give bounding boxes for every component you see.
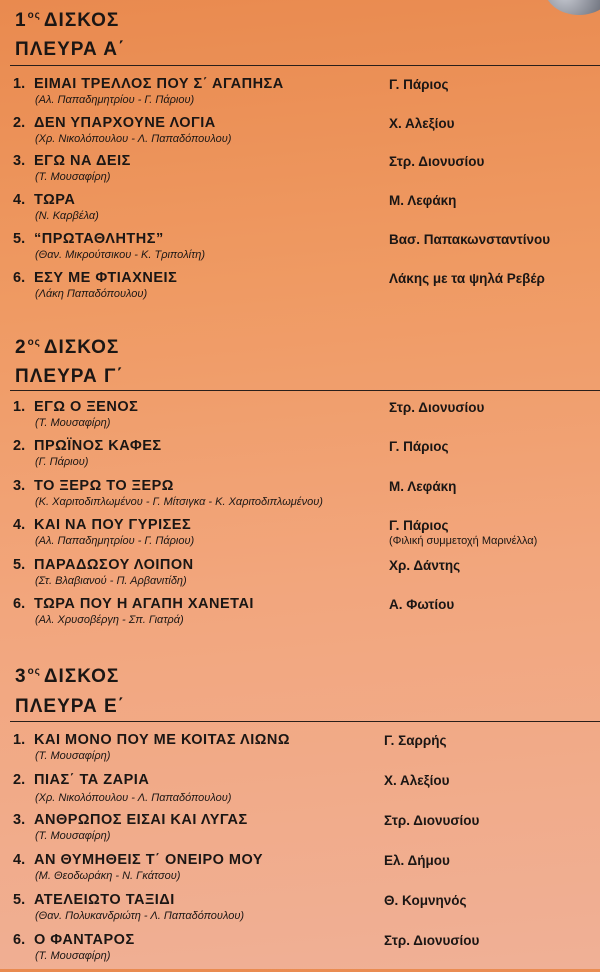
track-title: ΤΟ ΞΕΡΩ ΤΟ ΞΕΡΩ [34, 478, 174, 494]
track-row [0, 772, 600, 812]
track-artist: Μ. Λεφάκη [389, 479, 457, 494]
track-row [0, 478, 600, 518]
track-credit: (Χρ. Νικολόπουλου - Λ. Παπαδόπουλου) [35, 133, 232, 145]
track-title: ΕΣΥ ΜΕ ΦΤΙΑΧΝΕΙΣ [34, 270, 178, 286]
track-credit: (Θαν. Μικρούτσικου - Κ. Τριπολίτη) [35, 249, 206, 261]
disc-2-title [15, 337, 119, 359]
track-title: ΤΩΡΑ [34, 192, 76, 208]
track-number: 5. [13, 231, 26, 247]
track-row [0, 852, 600, 892]
track-credit: (Χρ. Νικολόπουλου - Λ. Παπαδόπουλου) [35, 792, 232, 804]
disc-3-side-label: ΠΛΕΥΡΑ Ε΄ [15, 696, 126, 717]
track-number: 4. [13, 517, 26, 533]
track-credit: (Τ. Μουσαφίρη) [35, 750, 111, 762]
track-title: ΠΑΡΑΔΩΣΟΥ ΛΟΙΠΟΝ [34, 557, 194, 573]
track-credit: (Τ. Μουσαφίρη) [35, 950, 111, 962]
track-row [0, 517, 600, 557]
track-artist: Γ. Πάριος [389, 439, 449, 454]
track-number: 3. [13, 153, 26, 169]
track-number: 2. [13, 438, 26, 454]
disc-2-suffix: ος [27, 337, 41, 348]
disc-2-side-label: ΠΛΕΥΡΑ Γ΄ [15, 366, 124, 387]
track-row [0, 192, 600, 232]
track-title: ΤΩΡΑ ΠΟΥ Η ΑΓΑΠΗ ΧΑΝΕΤΑΙ [34, 596, 254, 612]
track-row [0, 932, 600, 972]
track-artist: Μ. Λεφάκη [389, 193, 457, 208]
disc-3-side-rule [10, 721, 600, 722]
track-row [0, 270, 600, 310]
track-artist: Λάκης με τα ψηλά Ρεβέρ [389, 271, 545, 286]
track-row [0, 892, 600, 932]
track-title: ΠΡΩΪΝΟΣ ΚΑΦΕΣ [34, 438, 162, 454]
track-artist: Στρ. Διονυσίου [389, 400, 485, 415]
track-credit: (Τ. Μουσαφίρη) [35, 417, 111, 429]
track-artist: Γ. Σαρρής [384, 733, 447, 748]
track-title: ΑΝ ΘΥΜΗΘΕΙΣ Τ΄ ΟΝΕΙΡΟ ΜΟΥ [34, 852, 264, 868]
disc-3-suffix: ος [27, 666, 41, 677]
track-number: 2. [13, 115, 26, 131]
track-artist: Γ. Πάριος [389, 518, 449, 533]
track-row [0, 732, 600, 772]
disc-2-side-rule [10, 390, 600, 391]
track-artist: Γ. Πάριος [389, 77, 449, 92]
disc-1-word: ΔΙΣΚΟΣ [43, 10, 120, 31]
track-credit: (Κ. Χαριτοδιπλωμένου - Γ. Μίτσιγκα - Κ. Χαριτοδιπλωμένου) [35, 496, 323, 508]
disc-1-number: 1 [15, 10, 27, 31]
track-number: 5. [13, 892, 26, 908]
track-credit: (Αλ. Χρυσοβέργη - Σπ. Γιατρά) [35, 614, 184, 626]
track-artist: Βασ. Παπακωνσταντίνου [389, 232, 551, 247]
track-credit: (Τ. Μουσαφίρη) [35, 171, 111, 183]
track-title: Ο ΦΑΝΤΑΡΟΣ [34, 932, 135, 948]
track-artist: Χρ. Δάντης [389, 558, 461, 573]
track-row [0, 231, 600, 271]
track-number: 3. [13, 478, 26, 494]
disc-2-number: 2 [15, 337, 27, 358]
track-title: ΠΙΑΣ΄ ΤΑ ΖΑΡΙΑ [34, 772, 150, 788]
track-artist: Χ. Αλεξίου [389, 116, 455, 131]
track-row [0, 557, 600, 597]
track-credit: (Μ. Θεοδωράκη - Ν. Γκάτσου) [35, 870, 181, 882]
track-artist: Θ. Κομνηνός [384, 893, 467, 908]
track-number: 4. [13, 852, 26, 868]
track-row [0, 115, 600, 155]
disc-1-side-label: ΠΛΕΥΡΑ Α΄ [15, 39, 126, 60]
track-credit: (Λάκη Παπαδόπουλου) [35, 288, 148, 300]
track-title: ΚΑΙ ΝΑ ΠΟΥ ΓΥΡΙΣΕΣ [34, 517, 192, 533]
corner-disc-graphic [544, 0, 600, 15]
track-title: ΕΓΩ ΝΑ ΔΕΙΣ [34, 153, 131, 169]
track-credit: (Γ. Πάριου) [35, 456, 89, 468]
track-credit: (Θαν. Πολυκανδριώτη - Λ. Παπαδόπουλου) [35, 910, 245, 922]
track-number: 4. [13, 192, 26, 208]
track-credit: (Αλ. Παπαδημητρίου - Γ. Πάριου) [35, 94, 195, 106]
track-row [0, 596, 600, 636]
track-artist: Στρ. Διονυσίου [389, 154, 485, 169]
track-title: ΔΕΝ ΥΠΑΡΧΟΥΝΕ ΛΟΓΙΑ [34, 115, 216, 131]
track-title: ΕΓΩ Ο ΞΕΝΟΣ [34, 399, 139, 415]
disc-3-word: ΔΙΣΚΟΣ [43, 666, 120, 687]
track-title: ΕΙΜΑΙ ΤΡΕΛΛΟΣ ΠΟΥ Σ΄ ΑΓΑΠΗΣΑ [34, 76, 284, 92]
track-row [0, 812, 600, 852]
track-artist: Α. Φωτίου [389, 597, 455, 612]
track-title: ΑΝΘΡΩΠΟΣ ΕΙΣΑΙ ΚΑΙ ΛΥΓΑΣ [34, 812, 248, 828]
disc-3-title [15, 666, 119, 688]
track-number: 3. [13, 812, 26, 828]
track-row [0, 438, 600, 478]
track-number: 6. [13, 932, 26, 948]
track-number: 6. [13, 270, 26, 286]
track-row [0, 399, 600, 439]
track-artist-note: (Φιλική συμμετοχή Μαρινέλλα) [389, 535, 538, 547]
track-artist: Χ. Αλεξίου [384, 773, 450, 788]
track-title: ΑΤΕΛΕΙΩΤΟ ΤΑΞΙΔΙ [34, 892, 175, 908]
track-artist: Ελ. Δήμου [384, 853, 450, 868]
disc-1-title [15, 10, 119, 32]
track-row [0, 76, 600, 116]
track-credit: (Αλ. Παπαδημητρίου - Γ. Πάριου) [35, 535, 195, 547]
track-number: 2. [13, 772, 26, 788]
disc-1-side-rule [10, 65, 600, 66]
track-artist: Στρ. Διονυσίου [384, 813, 480, 828]
track-title: ΚΑΙ ΜΟΝΟ ΠΟΥ ΜΕ ΚΟΙΤΑΣ ΛΙΩΝΩ [34, 732, 290, 748]
track-credit: (Τ. Μουσαφίρη) [35, 830, 111, 842]
disc-1-suffix: ος [27, 10, 41, 21]
track-title: “ΠΡΩΤΑΘΛΗΤΗΣ” [34, 231, 164, 247]
track-number: 6. [13, 596, 26, 612]
track-row [0, 153, 600, 193]
track-credit: (Ν. Καρβέλα) [35, 210, 99, 222]
disc-3-number: 3 [15, 666, 27, 687]
track-number: 1. [13, 399, 26, 415]
disc-2-word: ΔΙΣΚΟΣ [43, 337, 120, 358]
track-number: 1. [13, 76, 26, 92]
track-number: 1. [13, 732, 26, 748]
track-number: 5. [13, 557, 26, 573]
track-artist: Στρ. Διονυσίου [384, 933, 480, 948]
track-credit: (Στ. Βλαβιανού - Π. Αρβανιτίδη) [35, 575, 187, 587]
